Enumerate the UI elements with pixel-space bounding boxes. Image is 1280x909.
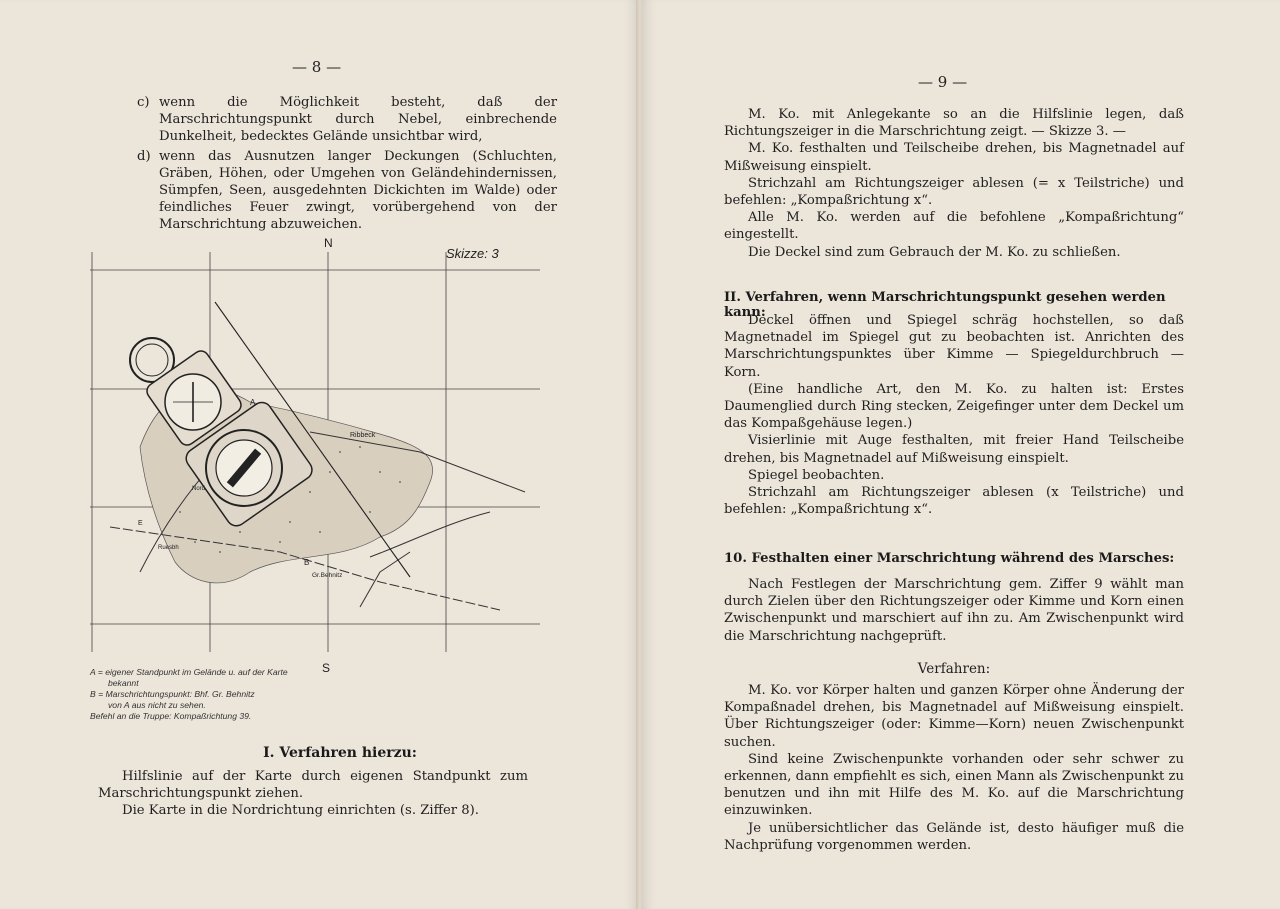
label-behnitz: Gr.Behnitz — [312, 572, 343, 579]
list-item-d-text: wenn das Ausnutzen langer Deckungen (Schluchten, Gräben, Höhen, oder Umgehen von Geländehindernissen, Sümpfen, Seen, ausgedehnten Dickichten im Walde) oder feindliches Feuer zwingt, vorübergehend von der Marschrichtung abzuweichen. — [159, 148, 557, 233]
sketch-title: Skizze: 3 — [446, 246, 499, 261]
label-b: B — [304, 558, 310, 567]
left-page — [0, 0, 638, 909]
heading-section-10: 10. Festhalten einer Marschrichtung während des Marsches: — [724, 551, 1175, 566]
sketch-map — [80, 232, 560, 672]
list-items — [137, 94, 557, 234]
sketch-caption: A = eigener Standpunkt im Gelände u. auf der Karte bekannt B = Marschrichtungspunkt: Bhf. Gr. Behnitz von A aus nicht zu sehen. Befehl an die Truppe: Kompaßrichtung 39. — [90, 667, 288, 721]
list-item-c-text: wenn die Möglichkeit besteht, daß der Marschrichtungspunkt durch Nebel, einbrechende Dunkelheit, bedecktes Gelände unsichtbar wird, — [159, 95, 557, 145]
label-ruesbh: Ruesbh — [158, 545, 179, 551]
sketch-north-label: N — [324, 236, 333, 250]
right-block-3: Nach Festlegen der Marschrichtung gem. Ziffer 9 wählt man durch Zielen über den Richtungszeiger oder Kimme und Korn einen Zwischenpunkt und marschiert auf ihn zu. Am Zwischenpunkt wird die Marschrichtung nachgeprüft. — [724, 577, 1184, 644]
subheading-verfahren: Verfahren: — [917, 661, 991, 677]
right-block-4: M. Ko. vor Körper halten und ganzen Körper ohne Änderung der Kompaßnadel drehen, bis Magnetnadel auf Mißweisung einspielt. Über Richtungszeiger (oder: Kimme—Korn) neuen Zwischenpunkt suchen. Sind keine Zwischenpunkte vorhanden oder sehr schwer zu erkennen, dann empfiehlt es sich, einen Mann als Zwischenpunkt zu benutzen und ihn mit Hilfe des M. Ko. auf die Marschrichtung einzuwinken. Je unübersichtlicher das Gelände ist, desto häufiger muß die Nachprüfung vorgenommen werden. — [724, 683, 1184, 853]
label-nord: Nord — [192, 486, 206, 492]
right-page — [642, 0, 1280, 909]
label-ribbeck: Ribbeck — [350, 432, 376, 439]
list-item-d: d) wenn das Ausnutzen langer Deckungen (Schluchten, Gräben, Höhen, oder Umgehen von Geländehindernissen, Sümpfen, Seen, ausgedehnten Dickichten im Walde) oder feindliches Feuer zwingt, vorübergehend von der Marschrichtung abzuweichen. — [137, 148, 557, 233]
heading-verfahren-hierzu: I. Verfahren hierzu: — [263, 745, 417, 761]
right-block-2: Deckel öffnen und Spiegel schräg hochstellen, so daß Magnetnadel im Spiegel gut zu beobachten ist. Anrichten des Marschrichtungspunktes über Kimme — Spiegeldurchbruch — Korn. (Eine handliche Art, den M. Ko. zu halten ist: Erstes Daumenglied durch Ring stecken, Zeigefinger unter dem Deckel um das Kompaßgehäuse legen.) Visierlinie mit Auge festhalten, mit freier Hand Teilscheibe drehen, bis Magnetnadel auf Mißweisung einspielt. Spiegel beobachten. Strichzahl am Richtungszeiger ablesen (x Teilstriche) und befehlen: „Kompaßrichtung x“. — [724, 313, 1184, 518]
left-body: Hilfslinie auf der Karte durch eigenen Standpunkt zum Marschrichtungspunkt ziehen. Die Karte in die Nordrichtung einrichten (s. Ziffer 8). — [98, 769, 528, 819]
label-e: E — [138, 520, 143, 527]
label-a: A — [250, 398, 256, 407]
list-item-c: c) wenn die Möglichkeit besteht, daß der Marschrichtungspunkt durch Nebel, einbrechende Dunkelheit, bedecktes Gelände unsichtbar wird, — [137, 95, 557, 145]
heading-verfahren-II: II. Verfahren, wenn Marschrichtungspunkt gesehen werden kann: — [724, 290, 1166, 320]
sketch-south-label: S — [322, 661, 331, 672]
page-number-right: — 9 — — [918, 73, 968, 91]
right-block-1: M. Ko. mit Anlegekante so an die Hilfslinie legen, daß Richtungszeiger in die Marschrichtung zeigt. — Skizze 3. — M. Ko. festhalten und Teilscheibe drehen, bis Magnetnadel auf Mißweisung einspielt. Strichzahl am Richtungszeiger ablesen (= x Teilstriche) und befehlen: „Kompaßrichtung x“. Alle M. Ko. werden auf die befohlene „Kompaßrichtung“ eingestellt. Die Deckel sind zum Gebrauch der M. Ko. zu schließen. — [724, 107, 1184, 260]
page-number-left: — 8 — — [292, 58, 342, 76]
